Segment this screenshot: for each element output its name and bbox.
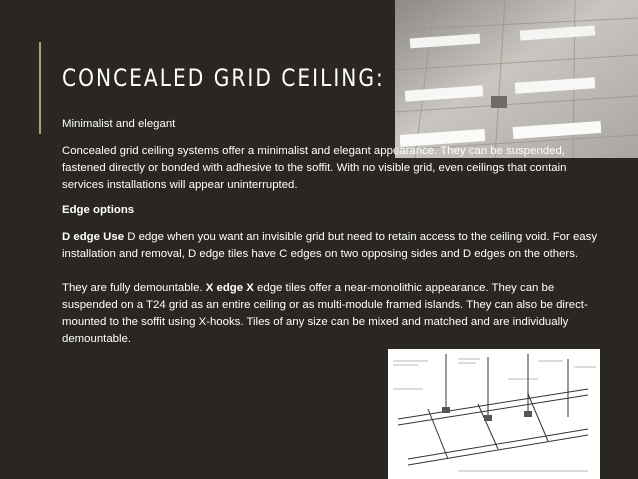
d-edge-term: D edge Use	[62, 231, 125, 243]
subtitle: Minimalist and elegant	[62, 118, 176, 130]
edge-options-heading: Edge options	[62, 204, 135, 216]
slide-title: CONCEALED GRID CEILING:	[62, 64, 385, 92]
accent-bar	[39, 42, 41, 134]
suspension-diagram	[388, 349, 600, 479]
d-edge-paragraph	[62, 229, 602, 263]
x-edge-lead: They are fully demountable.	[62, 282, 206, 294]
x-edge-text: edge tiles offer a near-monolithic appearance. They can be suspended on a T24 grid as an entire ceiling or as multi-module framed islands. They can also be direct-mounted to the soffit using X-hooks. Tiles of any size can be mixed and matched and are individually demountable.	[62, 282, 588, 345]
intro-paragraph: Concealed grid ceiling systems offer a minimalist and elegant appearance. They can be suspended, fastened directly or bonded with adhesive to the soffit. With no visible grid, even ceilings that contain services installations will appear uninterrupted.	[62, 145, 567, 191]
x-edge-paragraph	[62, 280, 602, 348]
slide-body	[62, 116, 602, 348]
d-edge-text: D edge when you want an invisible grid but need to retain access to the ceiling void. For easy installation and removal, D edge tiles have C edges on two opposing sides and D edges on the others.	[62, 231, 598, 260]
x-edge-term: X edge X	[205, 282, 254, 294]
